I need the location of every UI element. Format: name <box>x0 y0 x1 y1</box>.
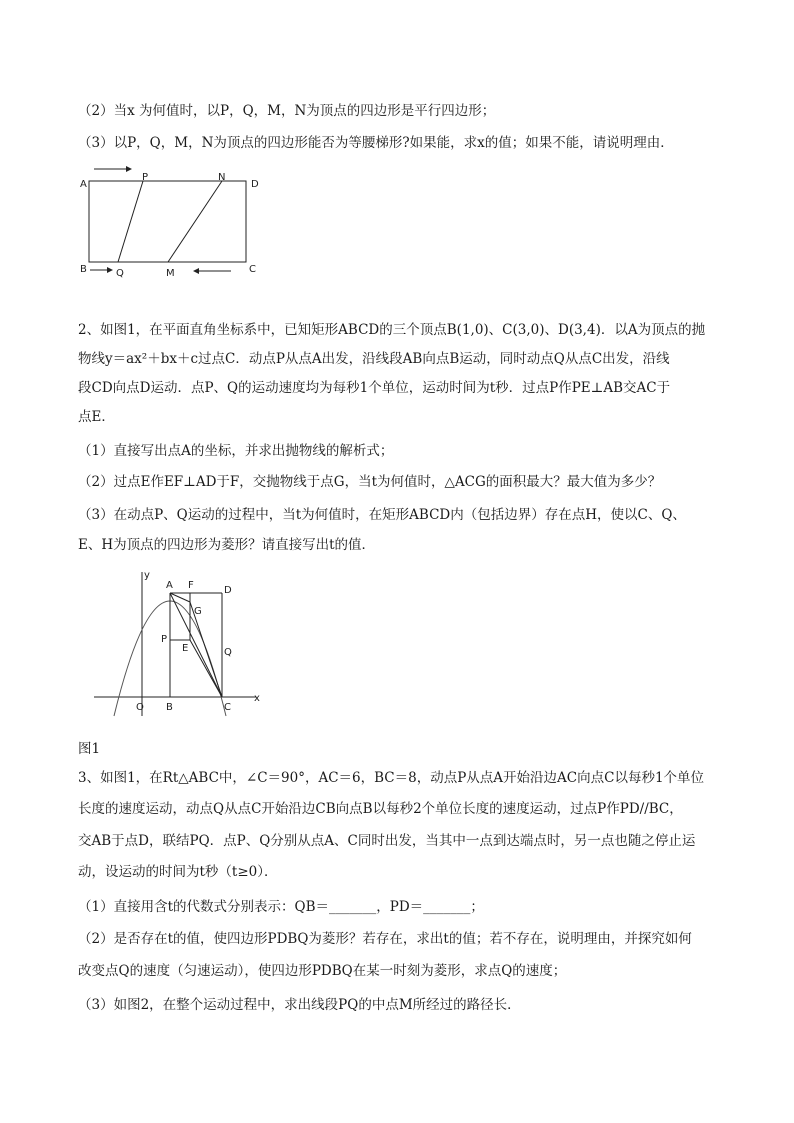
q3-part3: （3）如图2，在整个运动过程中，求出线段PQ的中点M所经过的路径长． <box>78 997 521 1013</box>
q1-rectangle-figure <box>76 160 266 284</box>
q2-part3-a: （3）在动点P、Q运动的过程中，当t为何值时，在矩形ABCD内（包括边界）存在点H，使以C、Q、 <box>78 507 686 523</box>
label-M: M <box>166 268 175 279</box>
q2-coordinate-figure <box>94 566 274 726</box>
q3-part1: （1）直接用含t的代数式分别表示：QB＝_______，PD＝_______； <box>78 899 484 915</box>
q1-part3: （3）以P，Q，M，N为顶点的四边形能否为等腰梯形?如果能，求x的值；如果不能，请说明理由． <box>78 135 674 151</box>
label-O: O <box>136 702 144 713</box>
label-B2: B <box>166 702 173 713</box>
q3-part2-b: 改变点Q的速度（匀速运动），使四边形PDBQ在某一时刻为菱形，求点Q的速度； <box>78 963 567 979</box>
label-D: D <box>251 179 259 190</box>
q2-part1: （1）直接写出点A的坐标，并求出抛物线的解析式； <box>78 443 394 459</box>
label-G: G <box>194 606 202 617</box>
q3-line-3: 交AB于点D，联结PQ．点P、Q分别从点A、C同时出发，当其中一点到达端点时，另一点也随之停止运 <box>78 833 696 849</box>
label-N: N <box>218 172 226 183</box>
q3-line-4: 动，设运动的时间为t秒（t≥0）． <box>78 864 278 880</box>
q2-part3-b: E、H为顶点的四边形为菱形？请直接写出t的值． <box>78 537 376 553</box>
q1-part2: （2）当x 为何值时，以P，Q，M，N为顶点的四边形是平行四边形； <box>78 103 496 119</box>
label-C2: C <box>224 702 231 713</box>
q2-line-4: 点E． <box>78 409 115 425</box>
label-C: C <box>249 264 256 275</box>
label-Q2: Q <box>224 647 232 658</box>
label-F: F <box>188 580 194 591</box>
label-y: y <box>144 570 150 581</box>
label-E: E <box>182 643 189 654</box>
label-P: P <box>142 172 149 183</box>
label-P2: P <box>161 634 168 645</box>
q3-part2-a: （2）是否存在t的值，使四边形PDBQ为菱形？若存在，求出t的值；若不存在，说明理由，并探究如何 <box>78 931 692 947</box>
label-Q: Q <box>116 268 124 279</box>
q2-part2: （2）过点E作EF⊥AD于F，交抛物线于点G，当t为何值时，△ACG的面积最大？最大值为多少？ <box>78 474 662 490</box>
label-B: B <box>80 264 87 275</box>
figure-caption: 图1 <box>78 741 101 757</box>
label-A2: A <box>166 580 173 591</box>
q3-line-2: 长度的速度运动，动点Q从点C开始沿边CB向点B以每秒2个单位长度的速度运动，过点P作PD//BC， <box>78 801 683 817</box>
q2-line-2: 物线y＝ax²＋bx＋c过点C．动点P从点A出发，沿线段AB向点B运动，同时动点Q从点C出发，沿线 <box>78 351 670 367</box>
label-A: A <box>80 179 87 190</box>
q2-line-1: 2、如图1，在平面直角坐标系中，已知矩形ABCD的三个顶点B(1,0)、C(3,0)、D(3,4)．以A为顶点的抛 <box>78 322 706 338</box>
label-D2: D <box>224 585 232 596</box>
q3-line-1: 3、如图1，在Rt△ABC中，∠C＝90°，AC＝6，BC＝8，动点P从点A开始沿边AC向点C以每秒1个单位 <box>78 770 705 786</box>
label-x: x <box>254 693 260 704</box>
q2-line-3: 段CD向点D运动．点P、Q的运动速度均为每秒1个单位，运动时间为t秒．过点P作PE⊥AB交AC于 <box>78 380 671 396</box>
